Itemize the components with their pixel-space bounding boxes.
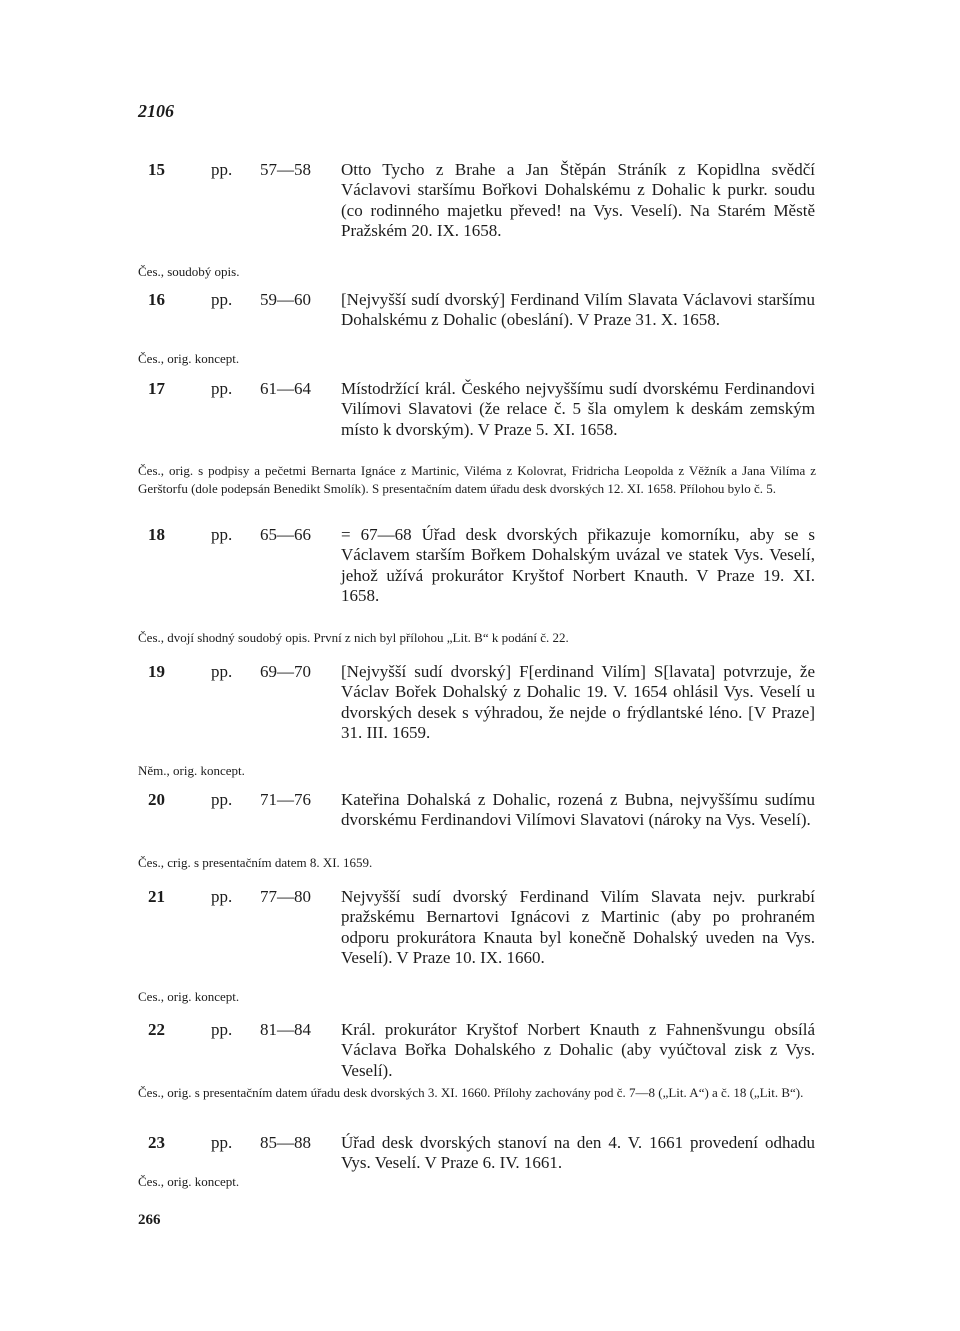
entry-number: 21 <box>148 887 165 906</box>
entry-text: Úřad desk dvorských stanoví na den 4. V. 1661 provedení odhadu Vys. Veselí. V Praze 6. IV. 1661. <box>341 1133 815 1173</box>
entry-number: 16 <box>148 290 165 309</box>
page-number-bottom: 266 <box>138 1212 161 1228</box>
entry-text: = 67—68 Úřad desk dvorských přikazuje komorníku, aby se s Václavem starším Bořkem Dohalským uvázal ve statek Vys. Veselí, jehož užívá prokurátor Kryštof Norbert Knauth. V Praze 19. XI. 1658. <box>341 525 815 605</box>
entry-text: [Nejvyšší sudí dvorský] Ferdinand Vilím Slavata Václavovi staršímu Dohalskému z Dohalic (obeslání). V Praze 31. X. 1658. <box>341 290 815 330</box>
pp-label: pp. <box>211 790 233 809</box>
pp-label: pp. <box>211 887 233 906</box>
entry-number: 18 <box>148 525 165 544</box>
page-range: 69—70 <box>260 662 311 681</box>
entry-number: 20 <box>148 790 165 809</box>
page-range: 85—88 <box>260 1133 311 1152</box>
page-range: 61—64 <box>260 379 311 398</box>
pp-label: pp. <box>211 525 233 544</box>
page-range: 77—80 <box>260 887 311 906</box>
entry-note: Čes., crig. s presentačním datem 8. XI. 1659. <box>138 855 373 870</box>
pp-label: pp. <box>211 290 233 309</box>
pp-label: pp. <box>211 662 233 681</box>
page-range: 57—58 <box>260 160 311 179</box>
entry-number: 23 <box>148 1133 165 1152</box>
page-range: 71—76 <box>260 790 311 809</box>
page-number-top: 2106 <box>138 101 174 121</box>
entry-note: Čes., orig. koncept. <box>138 351 240 366</box>
pp-label: pp. <box>211 379 233 398</box>
entry-note: Čes., orig. s podpisy a pečetmi Bernarta Ignáce z Martinic, Viléma z Kolovrat, Fridricha Leopolda z Věžník a Jana Vilíma z Gerštorfu (dole podepsán Benedikt Smolík). S presentačním datem úřadu desk dvorských 12. XI. 1658. Přílohou bylo č. 5. <box>138 463 816 496</box>
page-range: 81—84 <box>260 1020 311 1039</box>
pp-label: pp. <box>211 1020 233 1039</box>
entry-note: Čes., dvojí shodný soudobý opis. První z nich byl přílohou „Lit. B“ k podání č. 22. <box>138 630 569 645</box>
entry-text: Nejvyšší sudí dvorský Ferdinand Vilím Slavata nejv. purkrabí pražskému Bernartovi Ignácovi z Martinic (aby po prohraném odporu prokurátora Knauta byl konečně Dohalský uveden na Vys. Veselí). V Praze 10. IX. 1660. <box>341 887 815 967</box>
entry-note: Něm., orig. koncept. <box>138 763 245 778</box>
entry-note: Čes., orig. koncept. <box>138 1174 240 1189</box>
entry-note: Čes., orig. s presentačním datem úřadu desk dvorských 3. XI. 1660. Přílohy zachovány pod č. 7—8 („Lit. A“) a č. 18 („Lit. B“). <box>138 1085 804 1100</box>
entry-text: [Nejvyšší sudí dvorský] F[erdinand Vilím] S[lavata] potvrzuje, že Václav Bořek Dohalský z Dohalic 19. V. 1654 ohlásil Vys. Veselí u dvorských desek s výhradou, že nejde o frýdlantské léno. [V Praze] 31. III. 1659. <box>341 662 815 742</box>
entry-note: Čes., soudobý opis. <box>138 264 240 279</box>
entry-text: Otto Tycho z Brahe a Jan Štěpán Stráník z Kopidlna svědčí Václavovi staršímu Bořkovi Dohalskému z Dohalic k purkr. soudu (co rodinného majetku převed! na Vys. Veselí). Na Starém Městě Pražském 20. IX. 1658. <box>341 160 815 240</box>
entry-text: Místodržící král. Českého nejvyššímu sudí dvorskému Ferdinandovi Vilímovi Slavatovi (že relace č. 5 šla omylem k deskám zemským místo k dvorským). V Praze 5. XI. 1658. <box>341 379 815 439</box>
entry-number: 17 <box>148 379 165 398</box>
entry-number: 15 <box>148 160 165 179</box>
entry-note: Ces., orig. koncept. <box>138 989 240 1004</box>
entry-text: Kateřina Dohalská z Dohalic, rozená z Bubna, nejvyššímu sudímu dvorskému Ferdinandovi Vilímovi Slavatovi (nároky na Vys. Veselí). <box>341 790 815 830</box>
pp-label: pp. <box>211 1133 233 1152</box>
page-range: 65—66 <box>260 525 311 544</box>
entry-number: 22 <box>148 1020 165 1039</box>
entry-number: 19 <box>148 662 165 681</box>
page-range: 59—60 <box>260 290 311 309</box>
entry-text: Král. prokurátor Kryštof Norbert Knauth z Fahnenšvungu obsílá Václava Bořka Dohalského z Dohalic (aby vyúčtoval zisk z Vys. Veselí). <box>341 1020 815 1080</box>
pp-label: pp. <box>211 160 233 179</box>
